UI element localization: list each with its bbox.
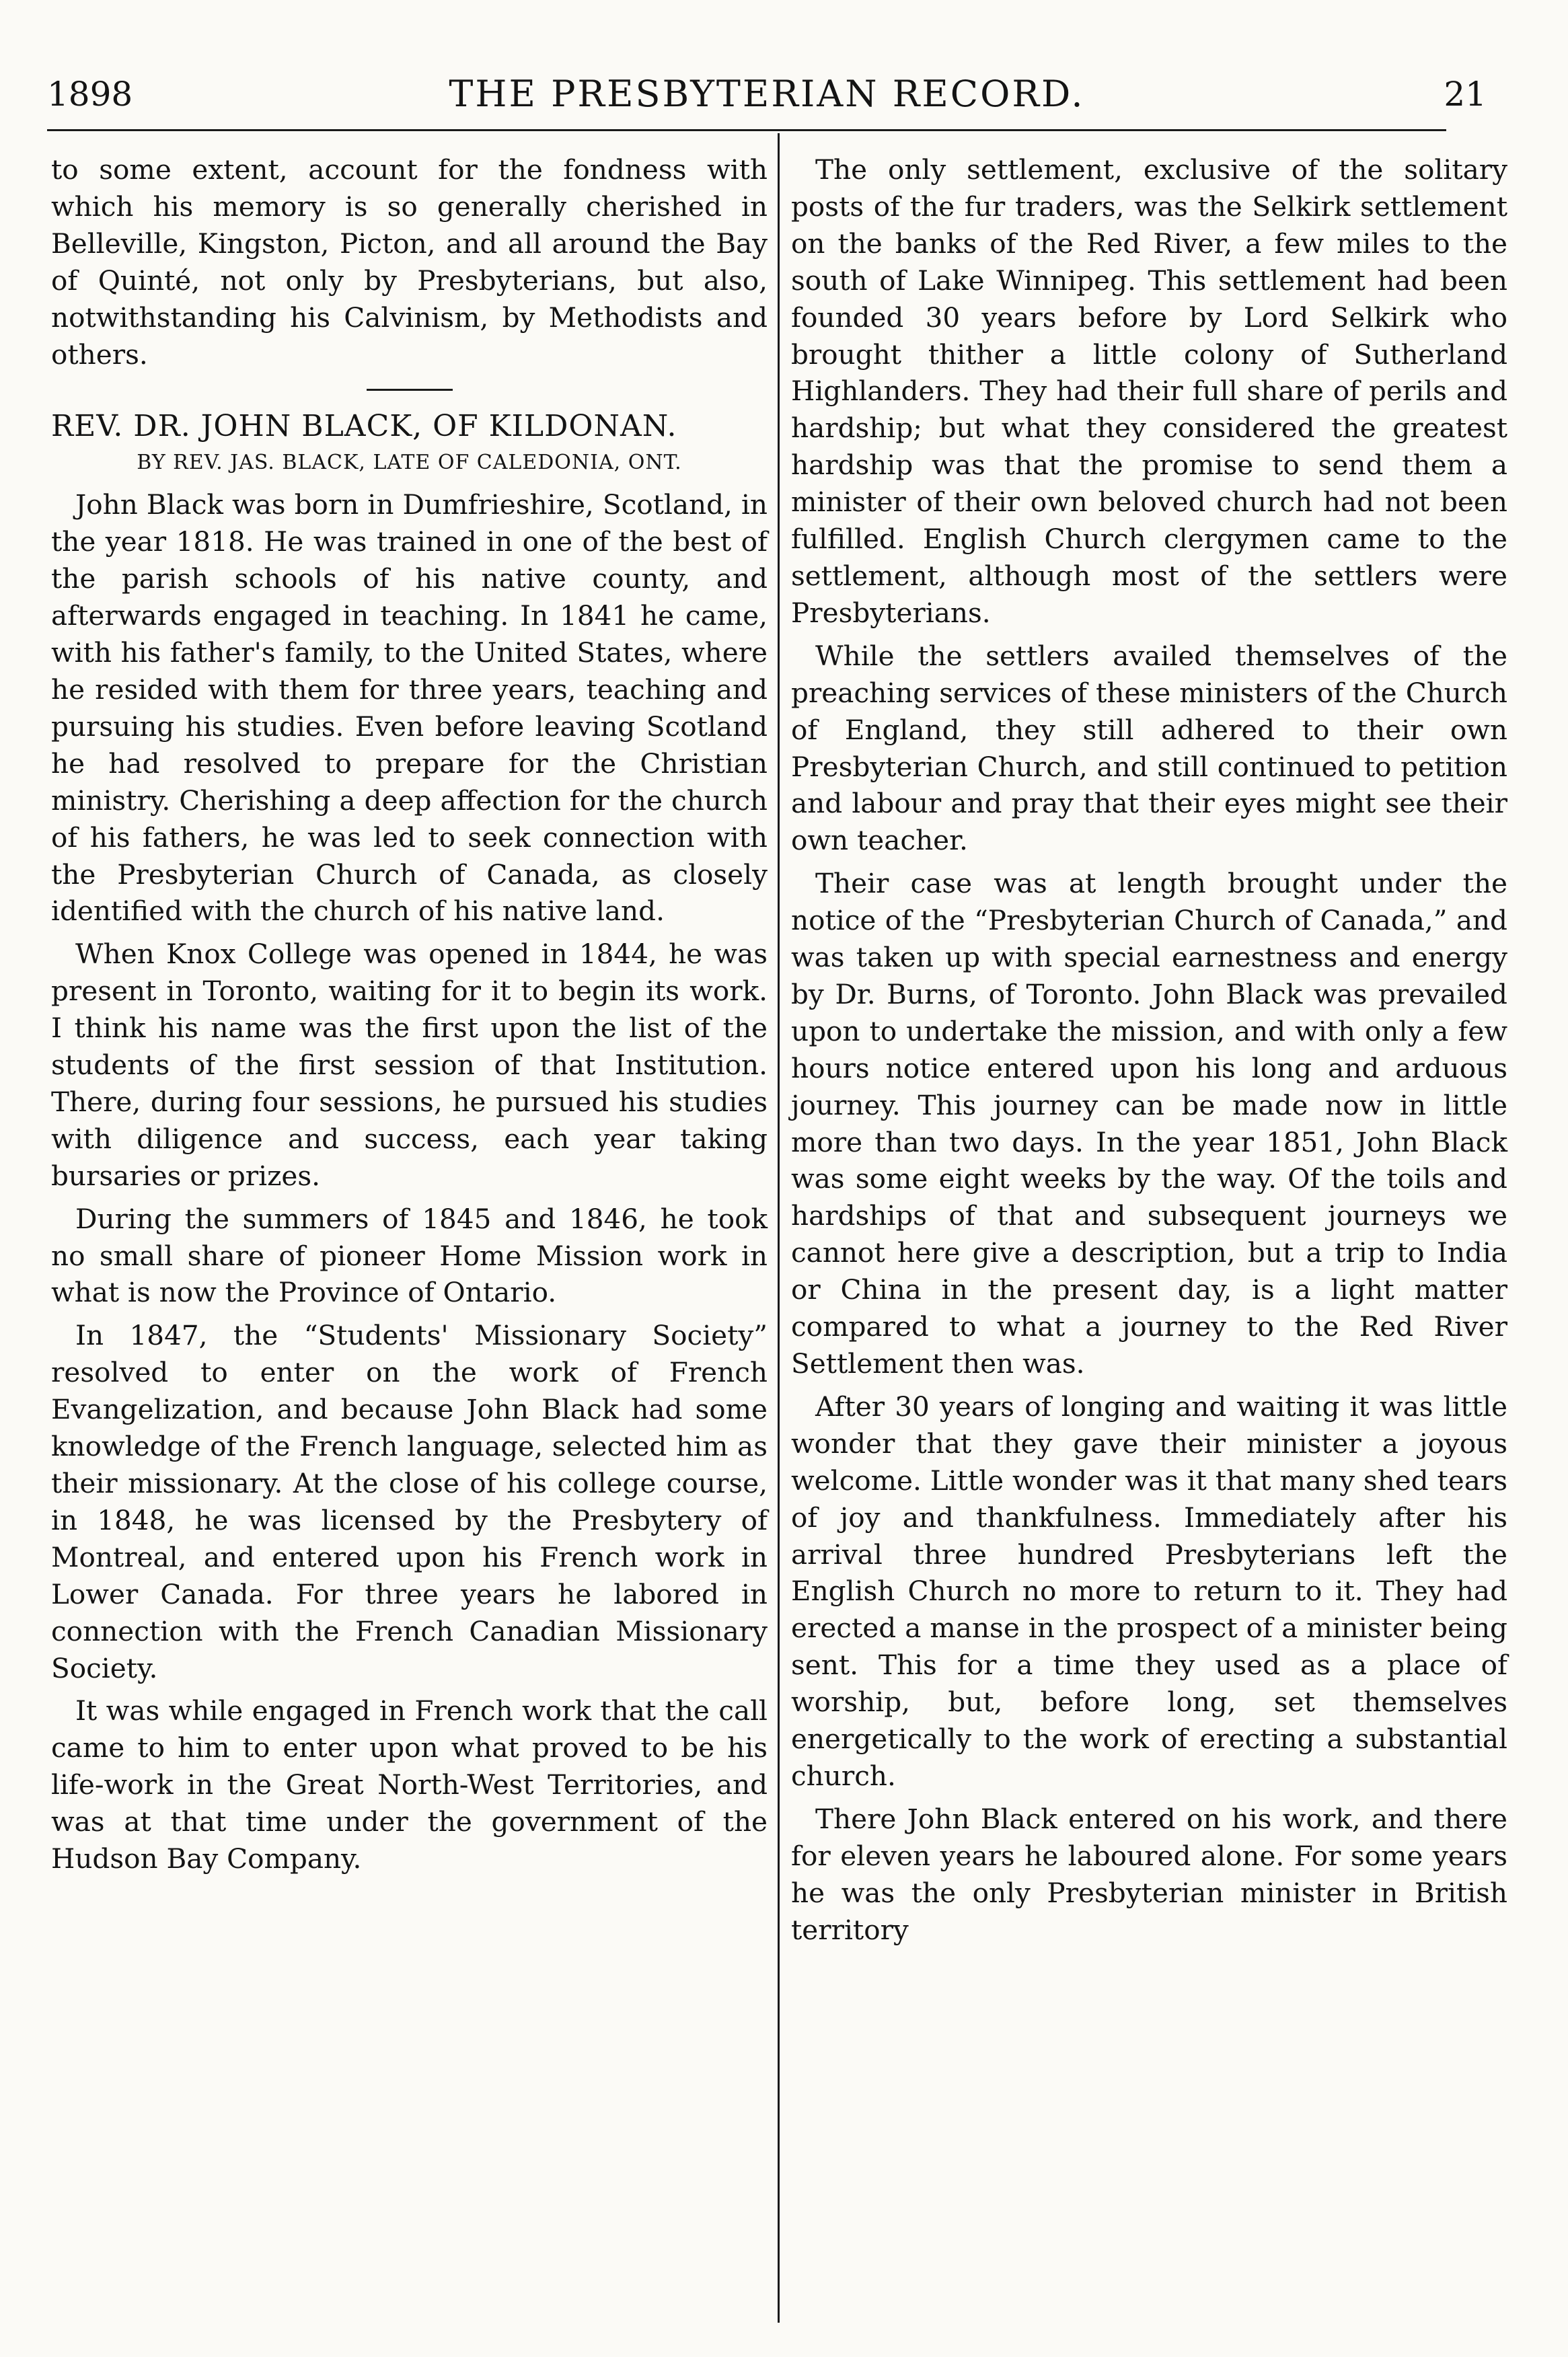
article-paragraph: During the summers of 1845 and 1846, he took no small share of pioneer Home Mission work in what is now the Province of Ontario. (51, 1202, 768, 1309)
article-paragraph: While the settlers availed themselves of the preaching services of these ministers of the Church of England, they still adhered to their own Presbyterian Church, and still continued to petition and labour and pray that their eyes might see their own teacher. (791, 639, 1507, 857)
page-header (47, 61, 1487, 128)
article-paragraph: There John Black entered on his work, and there for eleven years he laboured alone. For some years he was the only Presbyterian minister in British territory (791, 1802, 1507, 1946)
article-title: REV. DR. JOHN BLACK, OF KILDONAN. (51, 409, 677, 444)
article-paragraph: In 1847, the “Students' Missionary Society” resolved to enter on the work of French Evangelization, and because John Black had some knowledge of the French language, selected him as their missionary. At the close of his college course, in 1848, he was licensed by the Presbytery of Montreal, and entered upon his French work in Lower Canada. For three years he labored in connection with the French Canadian Missionary Society. (51, 1319, 768, 1684)
article-byline: BY REV. JAS. BLACK, LATE OF CALEDONIA, ONT. (137, 451, 682, 475)
article-paragraph: John Black was born in Dumfrieshire, Scotland, in the year 1818. He was trained in one of the best of the parish schools of his native county, and afterwards engaged in teaching. In 1841 he came, with his father's family, to the United States, where he resided with them for three years, teaching and pursuing his studies. Even before leaving Scotland he had resolved to prepare for the Christian ministry. Cherishing a deep affection for the church of his fathers, he was led to seek connection with the Presbyterian Church of Canada, as closely identified with the church of his native land. (51, 488, 768, 928)
page-number: 21 (1444, 75, 1487, 114)
left-column (51, 151, 768, 1883)
section-divider (367, 389, 453, 391)
publication-title: THE PRESBYTERIAN RECORD. (449, 73, 1085, 115)
article-paragraph: When Knox College was opened in 1844, he was present in Toronto, waiting for it to begin its work. I think his name was the first upon the list of the students of the first session of that Institution. There, during four sessions, he pursued his studies with diligence and success, each year taking bursaries or prizes. (51, 938, 768, 1192)
issue-year: 1898 (47, 75, 133, 114)
article-paragraph: Their case was at length brought under the notice of the “Presbyterian Church of Canada,” and was taken up with special earnestness and energy by Dr. Burns, of Toronto. John Black was prevailed upon to undertake the mission, and with only a few hours notice entered upon his long and arduous journey. This journey can be made now in little more than two days. In the year 1851, John Black was some eight weeks by the way. Of the toils and hardships of that and subsequent journeys we cannot here give a description, but a trip to India or China in the present day, is a light matter compared to what a journey to the Red River Settlement then was. (791, 867, 1507, 1380)
article-paragraph: The only settlement, exclusive of the solitary posts of the fur traders, was the Selkirk settlement on the banks of the Red River, a few miles to the south of Lake Winnipeg. This settlement had been founded 30 years before by Lord Selkirk who brought thither a little colony of Sutherland Highlanders. They had their full share of perils and hardship; but what they considered the greatest hardship was that the promise to send them a minister of their own beloved church had not been fulfilled. English Church clergymen came to the settlement, although most of the settlers were Presbyterians. (791, 153, 1507, 629)
right-column (791, 151, 1507, 1955)
header-rule (47, 129, 1446, 131)
column-divider (778, 133, 780, 2323)
article-paragraph: After 30 years of longing and waiting it was little wonder that they gave their minister a joyous welcome. Little wonder was it that many shed tears of joy and thankfulness. Immediately after his arrival three hundred Presbyterians left the English Church no more to return to it. They had erected a manse in the prospect of a minister being sent. This for a time they used as a place of worship, but, before long, set themselves energetically to the work of erecting a substantial church. (791, 1390, 1508, 1792)
article-paragraph: It was while engaged in French work that the call came to him to enter upon what proved to be his life-work in the Great North-West Territories, and was at that time under the government of the Hudson Bay Company. (51, 1694, 768, 1875)
continued-paragraph: to some extent, account for the fondness with which his memory is so generally cherished in Belleville, Kingston, Picton, and all around the Bay of Quinté, not only by Presbyterians, but also, notwithstanding his Calvinism, by Methodists and others. (51, 153, 768, 371)
